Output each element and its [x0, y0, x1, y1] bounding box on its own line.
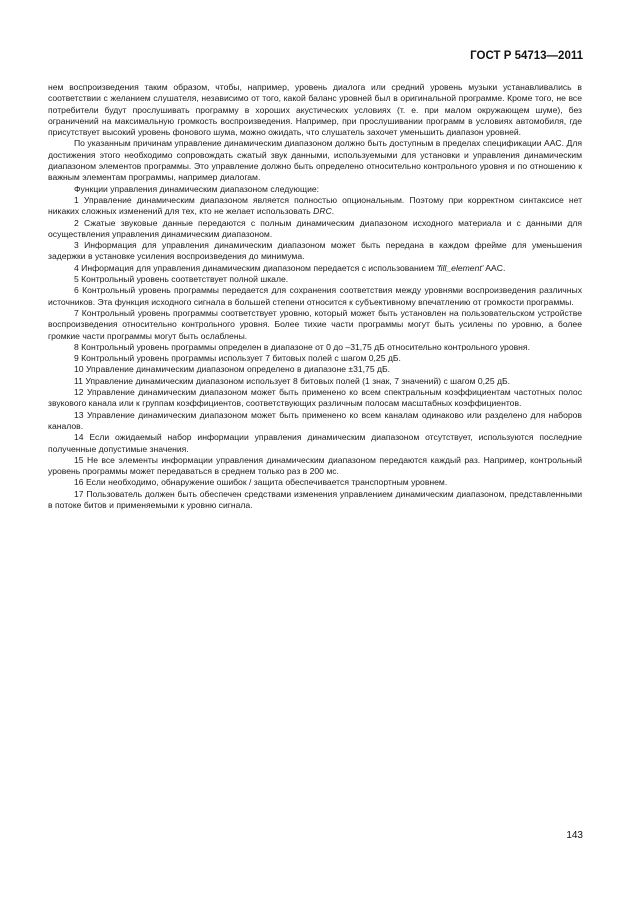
item-text: Контрольный уровень программы соответствует уровню, который может быть установлен на пользовательском устройстве воспроизведения относительно контрольного уровня. Более тихие части программы могут быть усилены по уровню, а более громкие части программы могут быть ослаблены.	[48, 307, 582, 341]
list-item	[48, 353, 582, 364]
list-item	[48, 376, 582, 387]
list-item	[48, 489, 582, 512]
item-number: 11	[74, 375, 83, 386]
list-item	[48, 263, 582, 274]
item-text: Если ожидаемый набор информации управления динамическим диапазоном отсутствует, используются последние полученные допустимые значения.	[48, 432, 583, 454]
item-tail: .	[331, 206, 335, 217]
list-item	[48, 285, 582, 308]
list-item	[48, 240, 582, 263]
page-number: 143	[566, 830, 583, 841]
item-number: 2	[74, 217, 79, 228]
item-term: DRC	[313, 206, 332, 217]
item-text: Пользователь должен быть обеспечен средствами изменения управлением динамическим диапазоном, представленными в потоке битов и применяемыми к уровню сигнала.	[48, 488, 582, 510]
list-item	[48, 432, 582, 455]
list-item	[48, 308, 582, 342]
item-number: 14	[74, 432, 84, 443]
item-text: Контрольный уровень программы использует 7 битовых полей с шагом 0,25 дБ.	[81, 353, 401, 364]
item-number: 12	[74, 387, 84, 398]
item-number: 16	[74, 477, 84, 488]
item-number: 3	[74, 240, 79, 251]
list-item	[48, 410, 582, 433]
item-text: Сжатые звуковые данные передаются с полным динамическим диапазоном исходного материала и с данными для осуществления управления динамическим диапазоном.	[48, 217, 583, 239]
item-number: 13	[74, 409, 84, 420]
item-text: Управление динамическим диапазоном использует 8 битовых полей (1 знак, 7 значений) с шагом 0,25 дБ.	[85, 375, 511, 386]
item-text: Управление динамическим диапазоном является полностью опциональным. Поэтому при корректном синтаксисе нет никаких сложных изменений для тех, кто не желает использовать	[48, 194, 582, 217]
paragraph-continuation: нем воспроизведения таким образом, чтобы, например, уровень диалога или средний уровень музыки устанавливались в соответствии с желанием слушателя, независимо от того, какой баланс уровней был в оригинальной программе. Кроме того, не все потребители будут прослушивать программу в хороших акустических условиях (т. е. при малом окружающем шуме), без ограничений на максимальную громкость воспроизведения. Например, при прослушивании программ в условиях автомобиля, где присутствует высокий уровень фонового шума, можно ожидать, что слушатель захочет уменьшить диапазон уровней.	[48, 82, 582, 138]
item-text: Не все элементы информации управления динамическим диапазоном передаются каждый раз. Например, контрольный уровень программы может передаваться в среднем только раз в 200 мс.	[48, 454, 582, 477]
item-text: Управление динамическим диапазоном может быть применено ко всем спектральным коэффициентам частотных полос звукового канала или к группам коэффициентов, соответствующих различным полосам масштабных коэффициентов.	[48, 387, 583, 409]
item-text: Информация для управления динамическим диапазоном передается с использованием	[81, 262, 437, 273]
item-number: 7	[74, 307, 79, 318]
item-number: 9	[74, 353, 79, 364]
item-text: Контрольный уровень программы определен в диапазоне от 0 до –31,75 дБ относительно контрольного уровня.	[81, 341, 530, 352]
list-item	[48, 195, 582, 218]
item-term: 'fill_element'	[436, 262, 484, 273]
list-item	[48, 342, 582, 353]
paragraph-reasons: По указанным причинам управление динамическим диапазоном должно быть доступным в пределах спецификации AAC. Для достижения этого необходимо сопровождать сжатый звук данными, используемыми для установки и управления динамическим диапазоном элементов программы. Это управление должно быть определено относительно контрольного уровня и по отношению к важным элементам программы, например диалогам.	[48, 138, 582, 183]
body-text	[48, 82, 582, 511]
list-item	[48, 364, 582, 375]
functions-heading: Функции управления динамическим диапазоном следующие:	[74, 183, 320, 194]
item-text: Контрольный уровень соответствует полной шкале.	[81, 274, 289, 285]
item-tail: AAC.	[483, 262, 506, 273]
item-number: 17	[74, 488, 84, 499]
item-number: 15	[74, 454, 84, 465]
item-number: 6	[74, 285, 79, 296]
list-item	[48, 455, 582, 478]
list-item	[48, 218, 582, 241]
item-text: Информация для управления динамическим диапазоном может быть передана в каждом фрейме для уменьшения задержки в установке усиления воспроизведения до минимума.	[48, 240, 582, 262]
list-item	[48, 477, 582, 488]
item-number: 8	[74, 341, 79, 352]
list-item	[48, 274, 582, 285]
item-text: Управление динамическим диапазоном определено в диапазоне ±31,75 дБ.	[85, 364, 391, 375]
item-number: 10	[74, 364, 84, 375]
list-item	[48, 387, 582, 410]
standard-designation: ГОСТ Р 54713—2011	[470, 50, 583, 62]
item-text: Контрольный уровень программы передается для сохранения соответствия между уровнями воспроизведения различных источников. Эта функция исходного сигнала в большей степени относится к субъективному впечатлению от громкости программы.	[48, 285, 582, 307]
item-number: 4	[74, 262, 79, 273]
item-text: Управление динамическим диапазоном может быть применено ко всем каналам одинаково или разделено для наборов каналов.	[48, 409, 582, 431]
item-text: Если необходимо, обнаружение ошибок / защита обеспечивается транспортным уровнем.	[85, 477, 448, 488]
item-number: 1	[74, 194, 79, 205]
item-number: 5	[74, 274, 79, 285]
